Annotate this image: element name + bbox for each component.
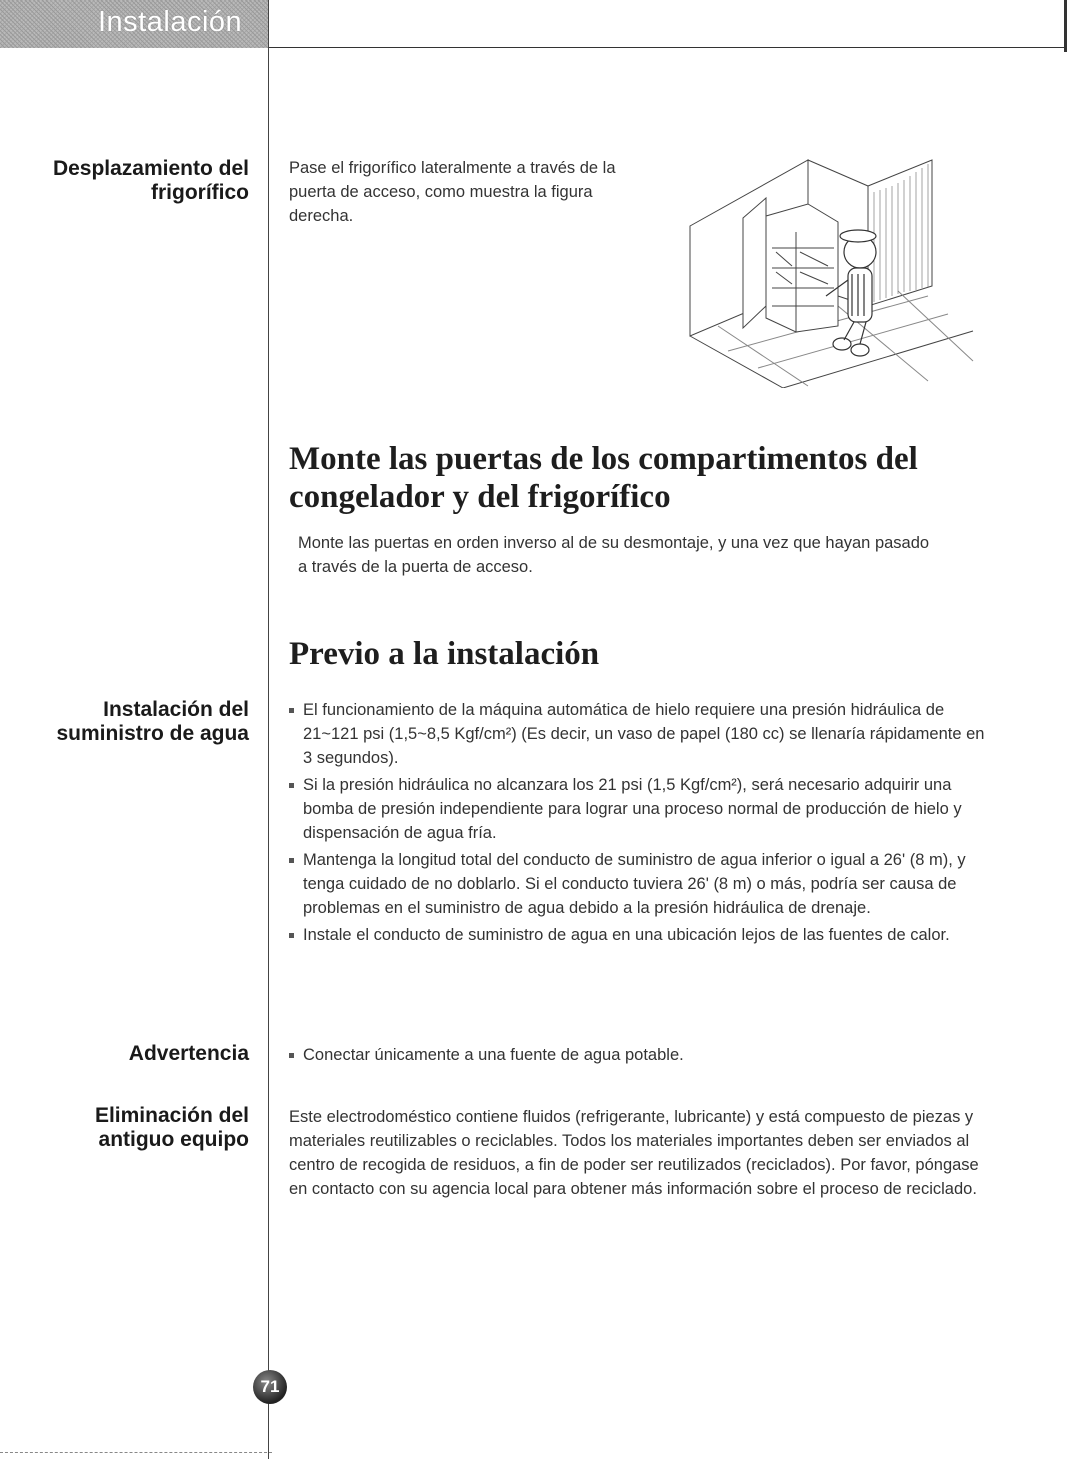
- section-title: Instalación: [98, 6, 243, 38]
- doors-heading: Monte las puertas de los compartimentos del congelador y del frigorífico: [289, 441, 918, 515]
- header-tab: [0, 0, 268, 48]
- label-warning: Advertencia: [128, 1042, 249, 1065]
- water-supply-list: [289, 698, 989, 950]
- bottom-rule: [0, 1452, 272, 1453]
- list-item: Instale el conducto de suministro de agua en una ubicación lejos de las fuentes de calor.: [289, 923, 989, 947]
- refrigerator-illustration: [688, 156, 978, 388]
- disposal-text: Este electrodoméstico contiene fluidos (refrigerante, lubricante) y está compuesto de piezas y materiales reutilizables o reciclables. Todos los materiales importantes deben ser enviados al centro de recogida de residuos, a fin de poder ser reutilizados (reciclados). Por favor, póngase en contacto con su agencia local para obtener más información sobre el proceso de reciclado.: [289, 1108, 979, 1198]
- label-water-supply: Instalación del suministro de agua: [56, 698, 249, 745]
- header-rule: [268, 47, 1067, 48]
- list-item: Conectar únicamente a una fuente de agua potable.: [289, 1043, 989, 1067]
- column-divider: [268, 0, 269, 1459]
- page-number-badge: 71: [253, 1370, 287, 1404]
- label-moving: Desplazamiento del frigorífico: [52, 157, 249, 204]
- list-item: El funcionamiento de la máquina automática de hielo requiere una presión hidráulica de 21~121 psi (1,5~8,5 Kgf/cm²) (Es decir, un vaso de papel (180 cc) se llenaría rápidamente en 3 segundos).: [289, 698, 989, 770]
- label-disposal: Eliminación del antiguo equipo: [94, 1104, 249, 1151]
- before-install-heading: Previo a la instalación: [289, 636, 600, 672]
- list-item: Si la presión hidráulica no alcanzara los 21 psi (1,5 Kgf/cm²), será necesario adquirir una bomba de presión independiente para lograr una proceso normal de producción de hielo y dispensación de agua fría.: [289, 773, 989, 845]
- list-item: Mantenga la longitud total del conducto de suministro de agua inferior o igual a 26' (8 m), y tenga cuidado de no doblarlo. Si el conducto tuviera 26' (8 m) o más, podría ser causa de problemas en el suministro de agua debido a la presión hidráulica de drenaje.: [289, 848, 989, 920]
- moving-text: Pase el frigorífico lateralmente a través de la puerta de acceso, como muestra la figura derecha.: [289, 159, 616, 225]
- warning-list: [289, 1043, 989, 1070]
- doors-text: Monte las puertas en orden inverso al de su desmontaje, y una vez que hayan pasado a través de la puerta de acceso.: [298, 534, 930, 576]
